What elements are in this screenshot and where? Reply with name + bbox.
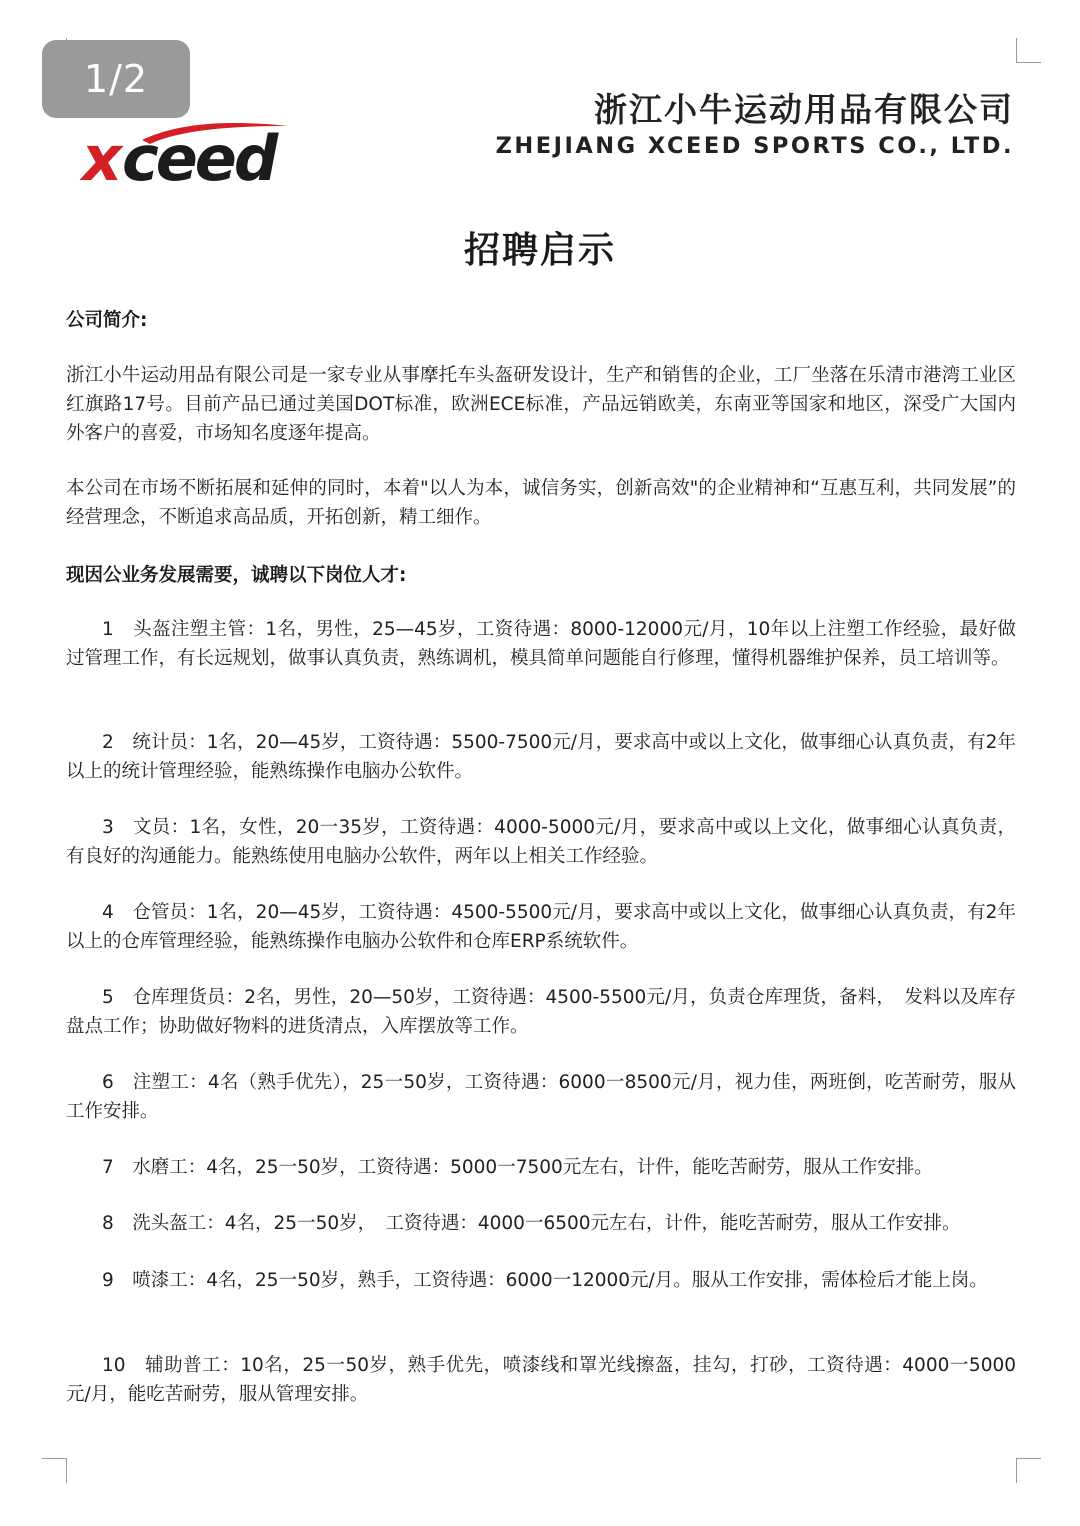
page-counter: 1/2 (42, 40, 190, 118)
crop-mark-top-right (1016, 38, 1041, 63)
job-item: 7 水磨工：4名，25一50岁，工资待遇：5000一7500元左右，计件，能吃苦耐劳，服从工作安排。 (102, 1157, 933, 1178)
company-name-cn: 浙江小牛运动用品有限公司 (594, 90, 1014, 129)
job-item: 9 喷漆工：4名，25一50岁，熟手，工资待遇：6000一12000元/月。服从工作安排，需体检后才能上岗。 (102, 1270, 988, 1291)
xceed-logo (80, 118, 320, 192)
company-name-en: ZHEJIANG XCEED SPORTS CO., LTD. (495, 133, 1014, 159)
job-item: 2 统计员：1名，20—45岁，工资待遇：5500-7500元/月，要求高中或以上文化，做事细心认真负责，有2年以上的统计管理经验，能熟练操作电脑办公软件。 (66, 732, 1016, 782)
recruit-heading: 现因公业务发展需要，诚聘以下岗位人才: (66, 565, 407, 586)
logo-x: x (82, 122, 122, 192)
crop-mark-bottom-right (1016, 1458, 1041, 1483)
document-title: 招聘启示 (463, 230, 616, 271)
job-item: 5 仓库理货员：2名，男性，20—50岁，工资待遇：4500-5500元/月，负责仓库理货，备料， 发料以及库存盘点工作；协助做好物料的进货清点，入库摆放等工作。 (66, 987, 1016, 1037)
crop-mark-bottom-left (42, 1458, 67, 1483)
job-item: 10 辅助普工：10名，25一50岁，熟手优先，喷漆线和罩光线擦盔，挂勾，打砂，工资待遇：4000一5000元/月，能吃苦耐劳，服从管理安排。 (66, 1355, 1016, 1405)
job-item: 1 头盔注塑主管：1名，男性，25—45岁，工资待遇：8000-12000元/月，10年以上注塑工作经验，最好做过管理工作，有长远规划，做事认真负责，熟练调机，模具简单问题能自行修理，懂得机器维护保养，员工培训等。 (66, 619, 1016, 669)
job-item: 8 洗头盔工：4名，25一50岁， 工资待遇：4000一6500元左右，计件，能吃苦耐劳，服从工作安排。 (102, 1213, 961, 1234)
intro-paragraph-2: 本公司在市场不断拓展和延伸的同时，本着"以人为本，诚信务实，创新高效"的企业精神和“互惠互利，共同发展”的经营理念，不断追求高品质，开拓创新，精工细作。 (66, 478, 1016, 528)
crop-mark-top-left (42, 38, 67, 63)
job-item: 3 文员：1名，女性，20一35岁，工资待遇：4000-5000元/月，要求高中或以上文化，做事细心认真负责，有良好的沟通能力。能熟练使用电脑办公软件，两年以上相关工作经验。 (66, 817, 1016, 867)
intro-heading: 公司简介: (66, 310, 148, 331)
job-item: 6 注塑工：4名（熟手优先），25一50岁，工资待遇：6000一8500元/月，视力佳，两班倒，吃苦耐劳，服从工作安排。 (66, 1072, 1016, 1122)
logo-ceed: ceed (122, 122, 276, 192)
intro-paragraph-1: 浙江小牛运动用品有限公司是一家专业从事摩托车头盔研发设计，生产和销售的企业，工厂坐落在乐清市港湾工业区红旗路17号。目前产品已通过美国DOT标准，欧洲ECE标准，产品远销欧美，东南亚等国家和地区，深受广大国内外客户的喜爱，市场知名度逐年提高。 (66, 365, 1016, 444)
job-item: 4 仓管员：1名，20—45岁，工资待遇：4500-5500元/月，要求高中或以上文化，做事细心认真负责，有2年以上的仓库管理经验，能熟练操作电脑办公软件和仓库ERP系统软件。 (66, 902, 1016, 952)
